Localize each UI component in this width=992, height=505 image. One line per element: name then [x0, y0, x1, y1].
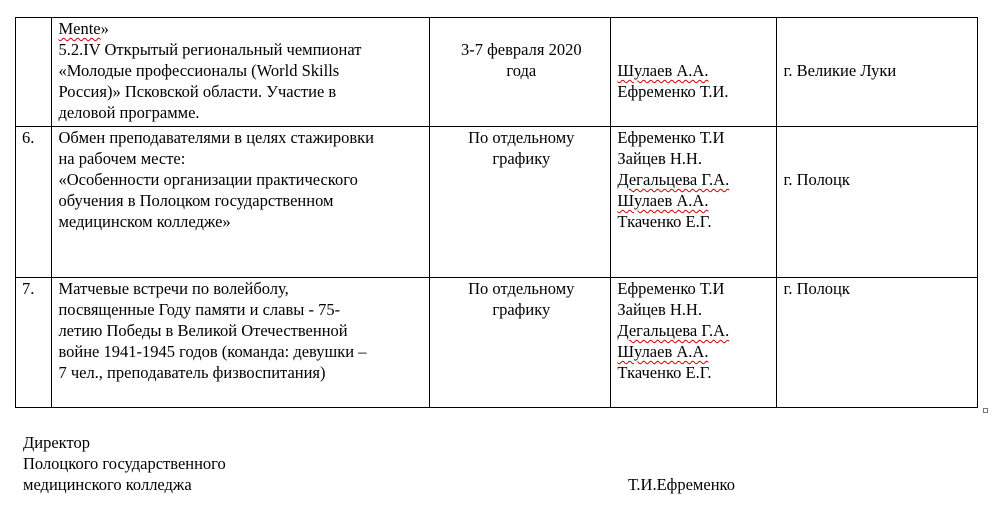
responsible-persons — [611, 18, 777, 127]
place-text: г. Полоцк — [783, 170, 850, 189]
person: Шулаев А.А. — [617, 342, 709, 361]
row-number: 7. — [16, 278, 52, 408]
event-line: Mente» — [58, 19, 109, 38]
event-place — [777, 18, 978, 127]
person: Дегальцева Г.А. — [617, 321, 730, 340]
event-line: на рабочем месте: — [58, 149, 186, 168]
person: Дегальцева Г.А. — [617, 170, 730, 189]
date-line: По отдельному — [468, 128, 575, 147]
table-row — [16, 278, 978, 408]
footer-line: Директор — [23, 433, 90, 452]
place-text: г. Великие Луки — [783, 61, 897, 80]
event-line: Матчевые встречи по волейболу, — [58, 279, 289, 298]
event-description — [52, 127, 430, 278]
event-line: 5.2.IV Открытый региональный чемпионат — [58, 40, 362, 59]
person: Шулаев А.А. — [617, 61, 709, 80]
person: Ефременко Т.И. — [617, 82, 729, 101]
date-line: 3-7 февраля 2020 — [460, 40, 582, 59]
responsible-persons — [611, 278, 777, 408]
event-date — [430, 278, 611, 408]
event-line: Россия)» Псковской области. Участие в — [58, 82, 337, 101]
footer-line: медицинского колледжа — [23, 475, 192, 494]
table-resize-handle[interactable] — [983, 408, 988, 413]
events-table — [15, 17, 978, 408]
row-number: 6. — [16, 127, 52, 278]
signature-block — [23, 432, 226, 495]
footer-line: Полоцкого государственного — [23, 454, 226, 473]
event-line: летию Победы в Великой Отечественной — [58, 321, 348, 340]
place-text: г. Полоцк — [783, 279, 850, 298]
event-line: обучения в Полоцком государственном — [58, 191, 334, 210]
date-line: графику — [492, 149, 551, 168]
person: Зайцев Н.Н. — [617, 300, 702, 319]
event-line: медицинском колледже» — [58, 212, 231, 231]
event-line: деловой программе. — [58, 103, 200, 122]
row-number — [16, 18, 52, 127]
date-line: года — [506, 61, 537, 80]
person: Ефременко Т.И — [617, 128, 725, 147]
date-line: графику — [492, 300, 551, 319]
table-row — [16, 127, 978, 278]
event-line: «Молодые профессионалы (World Skills — [58, 61, 340, 80]
person: Ткаченко Е.Г. — [617, 363, 712, 382]
event-line: посвященные Году памяти и славы - 75- — [58, 300, 341, 319]
event-line: Обмен преподавателями в целях стажировки — [58, 128, 374, 147]
director-name: Т.И.Ефременко — [628, 475, 735, 494]
event-date — [430, 127, 611, 278]
person: Ефременко Т.И — [617, 279, 725, 298]
person: Шулаев А.А. — [617, 191, 709, 210]
event-description — [52, 278, 430, 408]
event-date — [430, 18, 611, 127]
event-line: 7 чел., преподаватель физвоспитания) — [58, 363, 326, 382]
date-line: По отдельному — [468, 279, 575, 298]
event-description — [52, 18, 430, 127]
table-row — [16, 18, 978, 127]
event-line: «Особенности организации практического — [58, 170, 358, 189]
person: Зайцев Н.Н. — [617, 149, 702, 168]
event-place — [777, 278, 978, 408]
responsible-persons — [611, 127, 777, 278]
person: Ткаченко Е.Г. — [617, 212, 712, 231]
event-place — [777, 127, 978, 278]
event-line: войне 1941-1945 годов (команда: девушки – — [58, 342, 367, 361]
